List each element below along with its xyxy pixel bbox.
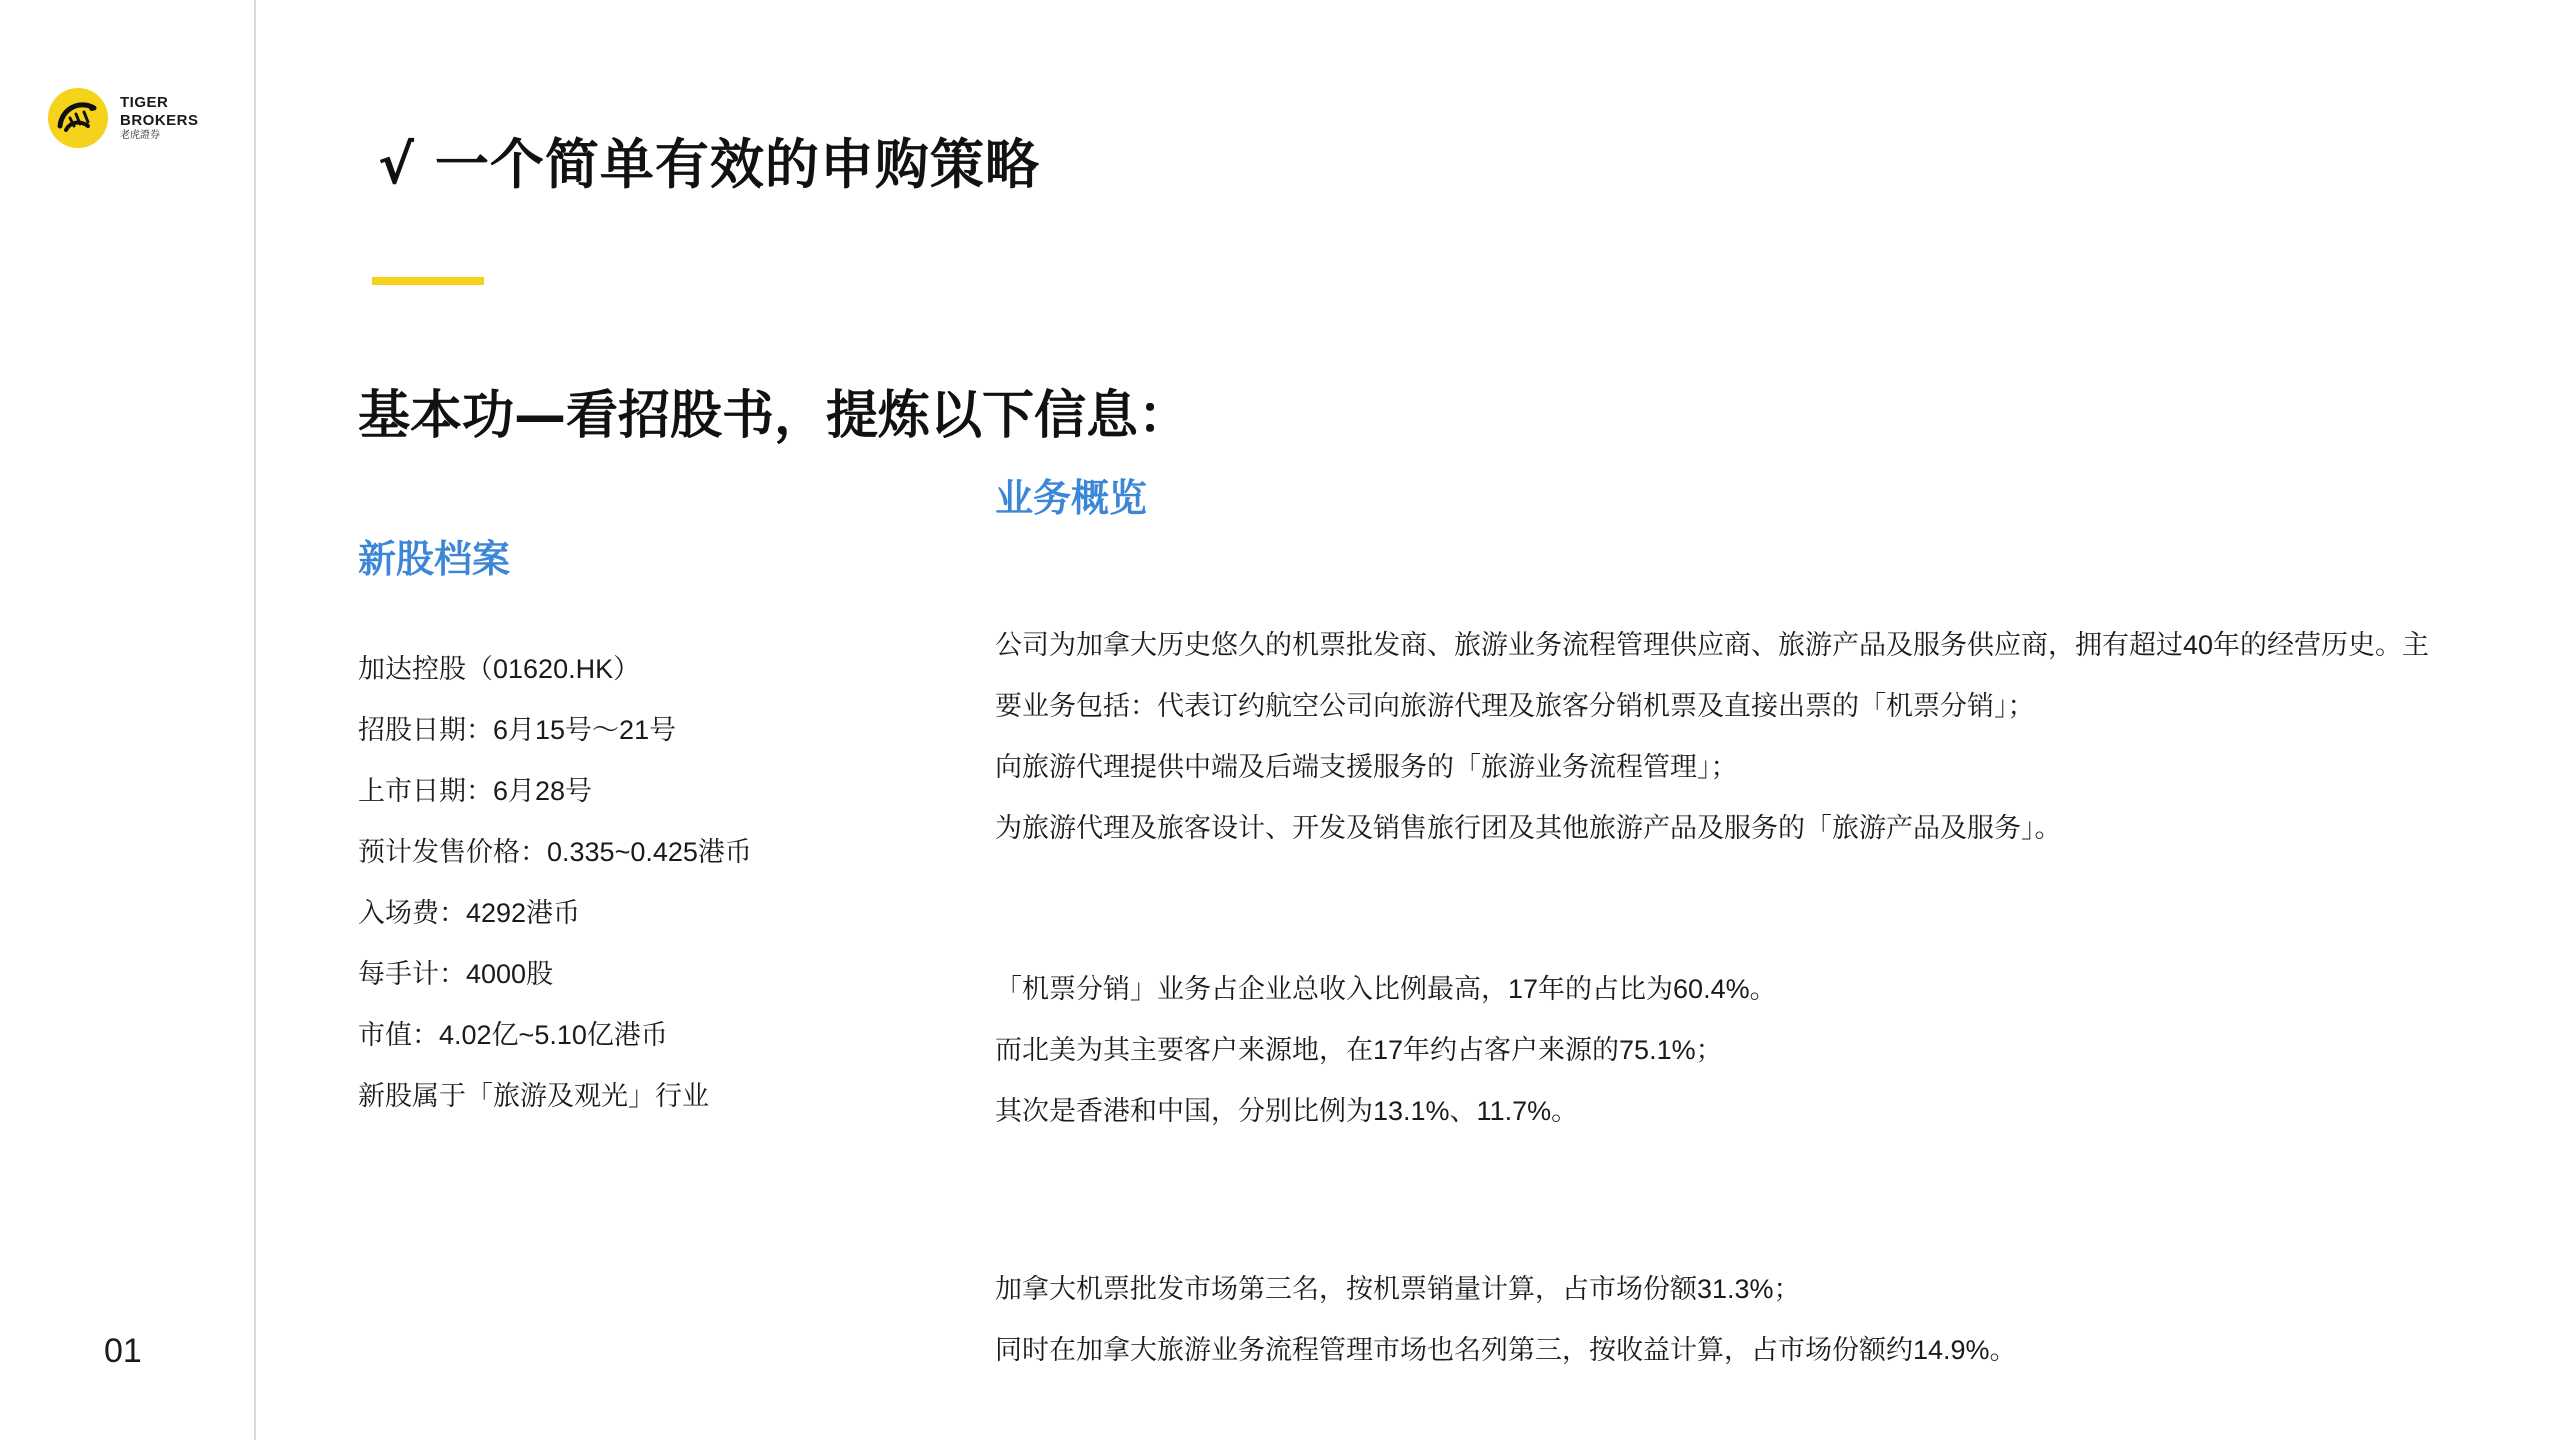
paragraph-line: 公司为加拿大历史悠久的机票批发商、旅游业务流程管理供应商、旅游产品及服务供应商，拥有超过40年的经营历史。主 (995, 630, 2430, 660)
paragraph-line: 「机票分销」业务占企业总收入比例最高，17年的占比为60.4%。 (995, 974, 1777, 1004)
sidebar-divider (254, 0, 256, 1440)
logo-text-line2: BROKERS (120, 112, 199, 129)
list-item: 新股属于「旅游及观光」行业 (358, 1081, 709, 1111)
business-overview-heading: 业务概览 (995, 476, 1148, 520)
list-item: 入场费：4292港币 (358, 898, 581, 928)
business-paragraph-3 (995, 1268, 2475, 1390)
business-paragraph-1 (995, 624, 2475, 868)
paragraph-line: 加拿大机票批发市场第三名，按机票销量计算，占市场份额31.3%； (995, 1274, 1801, 1304)
paragraph-line: 为旅游代理及旅客设计、开发及销售旅行团及其他旅游产品及服务的「旅游产品及服务」。 (995, 813, 2062, 843)
page-number: 01 (104, 1332, 142, 1370)
list-item: 市值：4.02亿~5.10亿港币 (358, 1020, 668, 1050)
list-item: 上市日期：6月28号 (358, 776, 593, 806)
paragraph-line: 向旅游代理提供中端及后端支援服务的「旅游业务流程管理」； (995, 752, 1738, 782)
paragraph-line: 而北美为其主要客户来源地，在17年约占客户来源的75.1%； (995, 1035, 1723, 1065)
title-accent-bar (372, 277, 484, 285)
new-stock-info-list (358, 648, 752, 1136)
logo-text-line3: 老虎證券 (120, 130, 160, 141)
paragraph-line: 同时在加拿大旅游业务流程管理市场也名列第三，按收益计算，占市场份额约14.9%。 (995, 1335, 2017, 1365)
new-stock-profile-heading: 新股档案 (358, 537, 511, 581)
list-item: 预计发售价格：0.335~0.425港币 (358, 837, 752, 867)
paragraph-line: 其次是香港和中国，分别比例为13.1%、11.7%。 (995, 1096, 1579, 1126)
tiger-brokers-logo (46, 86, 199, 150)
list-item: 加达控股（01620.HK） (358, 654, 641, 684)
list-item: 每手计：4000股 (358, 959, 554, 989)
section-subtitle: 基本功—看招股书，提炼以下信息： (358, 386, 1191, 446)
logo-text-line1: TIGER (120, 94, 169, 111)
business-paragraph-2 (995, 968, 2475, 1151)
tiger-logo-icon (46, 86, 110, 150)
paragraph-line: 要业务包括：代表订约航空公司向旅游代理及旅客分销机票及直接出票的「机票分销」； (995, 691, 2035, 721)
page-title: √ 一个简单有效的申购策略 (378, 133, 1040, 196)
list-item: 招股日期：6月15号～21号 (358, 715, 677, 745)
